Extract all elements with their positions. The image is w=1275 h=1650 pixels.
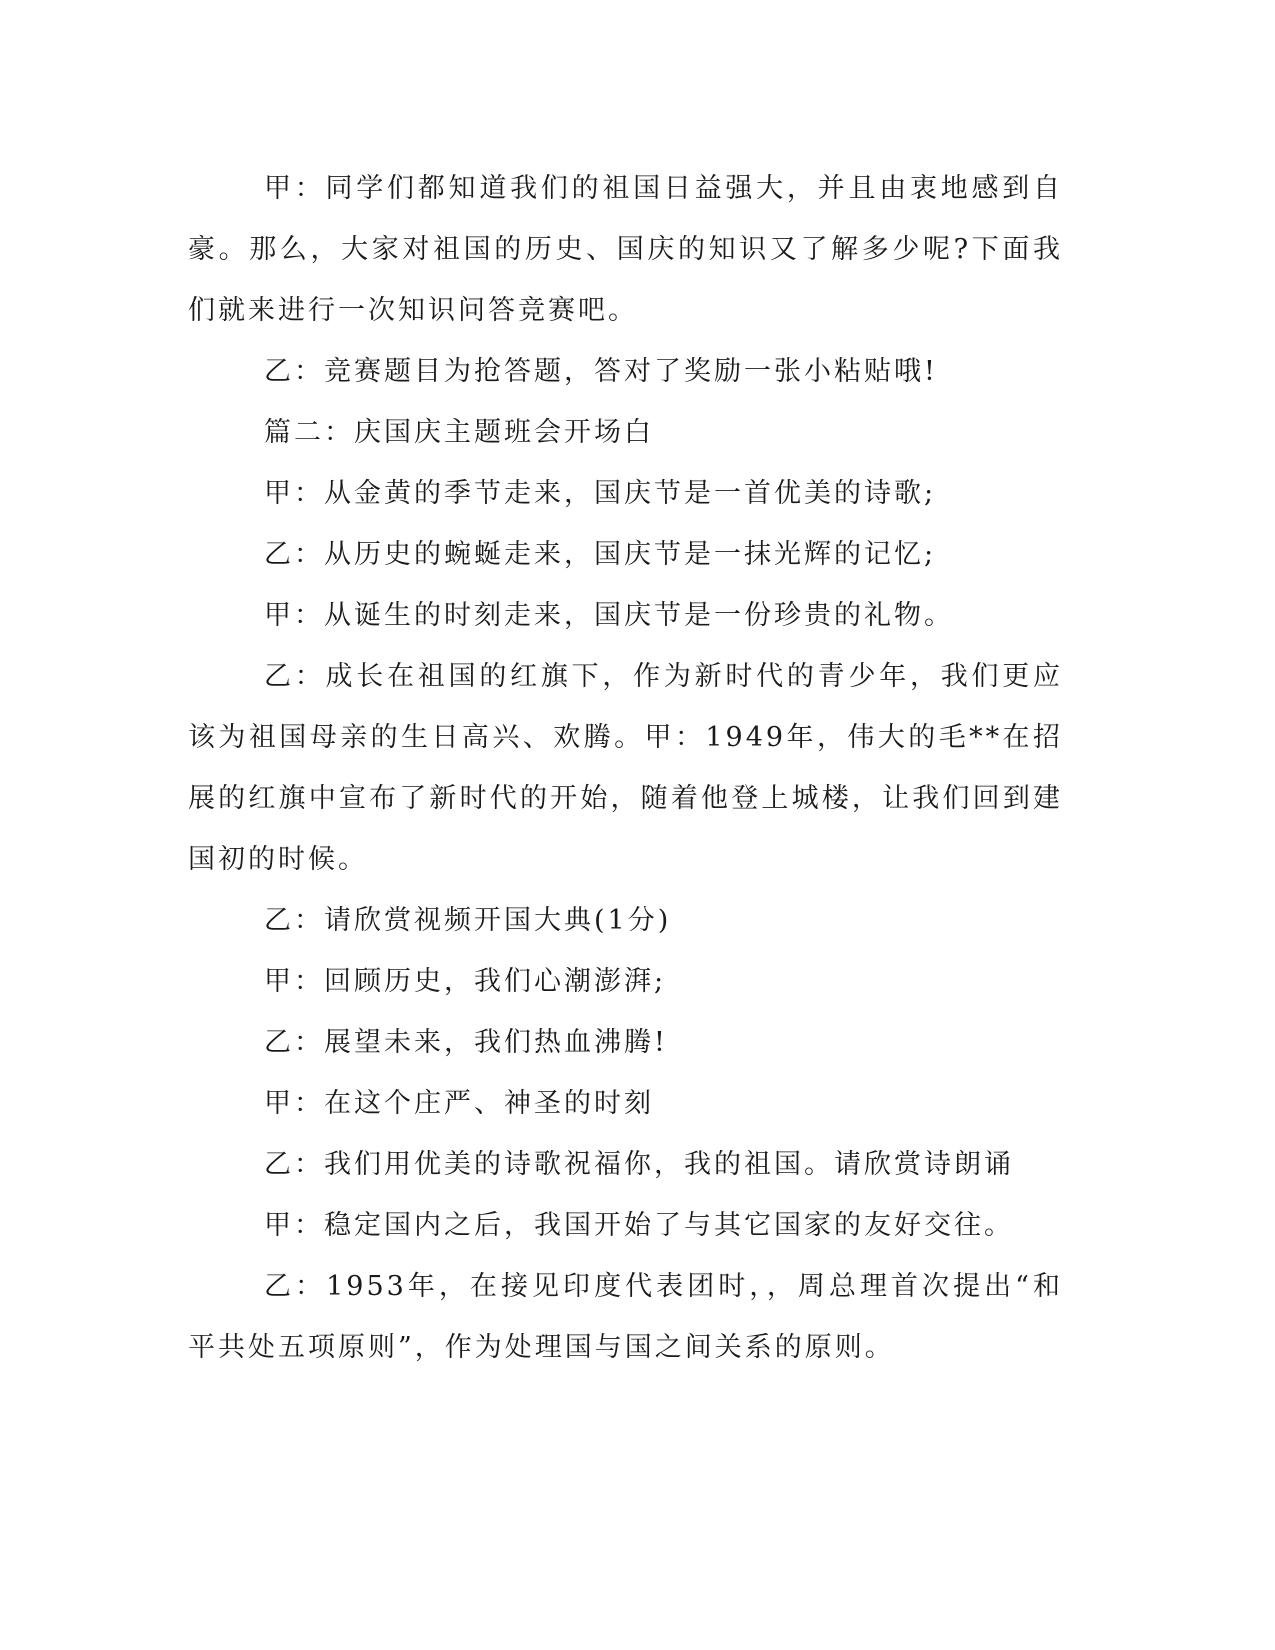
document-body (188, 158, 1063, 1378)
paragraph-birth: 甲：从诞生的时刻走来，国庆节是一份珍贵的礼物。 (264, 600, 954, 631)
paragraph-poem: 乙：我们用优美的诗歌祝福你，我的祖国。请欣赏诗朗诵 (264, 1149, 1014, 1180)
paragraph-section-two-title: 篇二：庆国庆主题班会开场白 (264, 417, 654, 448)
paragraph-golden-season: 甲：从金黄的季节走来，国庆节是一首优美的诗歌; (264, 478, 937, 509)
paragraph-history: 乙：从历史的蜿蜒走来，国庆节是一抹光辉的记忆; (264, 539, 937, 570)
paragraph-five-principles: 乙：1953年，在接见印度代表团时，，周总理首次提出“和平共处五项原则”，作为处理国与国之间关系的原则。 (188, 1271, 1063, 1363)
paragraph-quiz-rules: 乙：竞赛题目为抢答题，答对了奖励一张小粘贴哦! (264, 356, 938, 387)
paragraph-video: 乙：请欣赏视频开国大典(1分) (264, 905, 672, 936)
paragraph-review-history: 甲：回顾历史，我们心潮澎湃; (264, 966, 667, 997)
paragraph-red-flag: 乙：成长在祖国的红旗下，作为新时代的青少年，我们更应该为祖国母亲的生日高兴、欢腾。甲：1949年，伟大的毛**在招展的红旗中宣布了新时代的开始，随着他登上城楼，让我们回到建国初的时候。 (188, 661, 1063, 875)
paragraph-future: 乙：展望未来，我们热血沸腾! (264, 1027, 668, 1058)
paragraph-friendly-relations: 甲：稳定国内之后，我国开始了与其它国家的友好交往。 (264, 1210, 1014, 1241)
paragraph-quiz-intro: 甲：同学们都知道我们的祖国日益强大，并且由衷地感到自豪。那么，大家对祖国的历史、国庆的知识又了解多少呢?下面我们就来进行一次知识问答竞赛吧。 (188, 173, 1063, 326)
paragraph-solemn-moment: 甲：在这个庄严、神圣的时刻 (264, 1088, 654, 1119)
